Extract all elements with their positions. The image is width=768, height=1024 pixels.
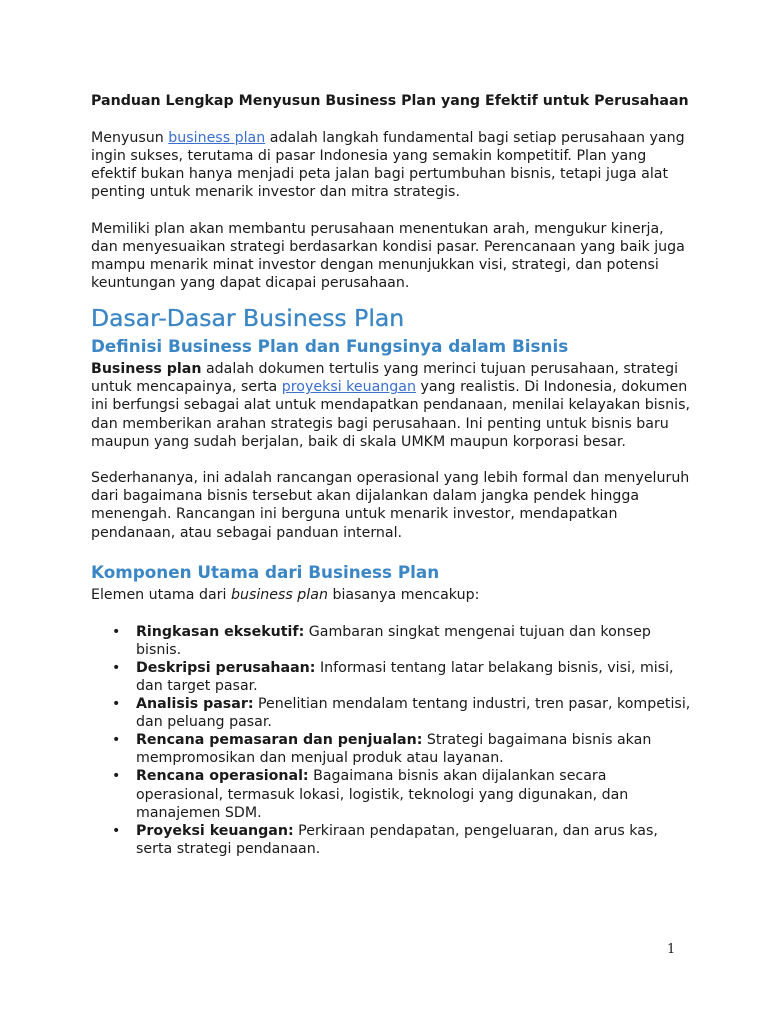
list-item-desc: Perkiraan pendapatan, pengeluaran, dan arus kas, serta strategi pendanaan. [136, 822, 658, 857]
definisi-text-post: yang realistis. Di Indonesia, dokumen ini berfungsi sebagai alat untuk mendapatkan pendanaan, menilai kelayakan bisnis, dan memberikan arahan strategis bagi perusahaan. Ini penting untuk bisnis baru maupun yang sudah berjalan, baik di skala UMKM maupun korporasi besar. [91, 379, 690, 450]
bullet-icon: • [112, 822, 121, 839]
bullet-icon: • [112, 623, 121, 640]
intro-text-post: adalah langkah fundamental bagi setiap perusahaan yang ingin sukses, terutama di pasar Indonesia yang semakin kompetitif. Plan yang efektif bukan hanya menjadi peta jalan bagi pertumbuhan bisnis, tetapi juga alat penting untuk menarik investor dan mitra strategis. [91, 130, 685, 201]
page-number: 1 [667, 942, 676, 957]
list-item-term: Proyeksi keuangan: [136, 822, 294, 839]
definisi-text-pre: adalah dokumen tertulis yang merinci tujuan perusahaan, strategi untuk mencapainya, serta [91, 361, 679, 396]
list-item-desc: Strategi bagaimana bisnis akan mempromosikan dan menjual produk atau layanan. [136, 732, 652, 767]
list-item-term: Analisis pasar: [136, 696, 254, 713]
document-page [91, 92, 691, 858]
business-plan-term: Business plan [91, 361, 202, 378]
komponen-list [91, 623, 691, 858]
bullet-icon: • [112, 696, 121, 713]
list-item-term: Rencana pemasaran dan penjualan: [136, 732, 423, 749]
definisi-paragraph-1 [91, 360, 691, 450]
intro-paragraph-2: Memiliki plan akan membantu perusahaan menentukan arah, mengukur kinerja, dan menyesuaikan strategi berdasarkan kondisi pasar. Perencanaan yang baik juga mampu menarik minat investor dengan menunjukkan visi, strategi, dan potensi keuntungan yang dapat dicapai perusahaan. [91, 220, 685, 292]
komponen-intro-italic: business plan [230, 586, 328, 603]
list-item [112, 659, 691, 695]
list-item-term: Ringkasan eksekutif: [136, 623, 305, 640]
bullet-icon: • [112, 768, 121, 785]
list-item-desc: Gambaran singkat mengenai tujuan dan konsep bisnis. [136, 623, 651, 658]
bullet-icon: • [112, 659, 121, 676]
list-item-desc: Informasi tentang latar belakang bisnis, visi, misi, dan target pasar. [136, 659, 674, 694]
list-item [112, 623, 691, 659]
komponen-intro-pre: Elemen utama dari [91, 586, 231, 603]
bullet-icon: • [112, 732, 121, 749]
document-title: Panduan Lengkap Menyusun Business Plan yang Efektif untuk Perusahaan [91, 93, 689, 109]
list-item [112, 822, 691, 858]
heading-definisi: Definisi Business Plan dan Fungsinya dalam Bisnis [91, 336, 569, 357]
proyeksi-keuangan-link[interactable]: proyeksi keuangan [281, 379, 416, 396]
komponen-intro [91, 586, 691, 604]
komponen-intro-post: biasanya mencakup: [327, 586, 480, 603]
list-item [112, 767, 691, 821]
list-item [112, 731, 691, 767]
intro-paragraph-1 [91, 129, 691, 201]
list-item-desc: Bagaimana bisnis akan dijalankan secara operasional, termasuk lokasi, logistik, teknologi yang digunakan, dan manajemen SDM. [136, 768, 629, 821]
list-item-term: Rencana operasional: [136, 768, 309, 785]
list-item [112, 695, 691, 731]
list-item-term: Deskripsi perusahaan: [136, 659, 316, 676]
list-item-desc: Penelitian mendalam tentang industri, tren pasar, kompetisi, dan peluang pasar. [136, 696, 691, 731]
business-plan-link[interactable]: business plan [168, 130, 266, 146]
heading-komponen: Komponen Utama dari Business Plan [91, 561, 440, 582]
intro-text-pre: Menyusun [91, 130, 169, 146]
heading-dasar-dasar: Dasar-Dasar Business Plan [91, 304, 405, 333]
definisi-paragraph-2: Sederhananya, ini adalah rancangan operasional yang lebih formal dan menyeluruh dari bagaimana bisnis tersebut akan dijalankan dalam jangka pendek hingga menengah. Rancangan ini berguna untuk menarik investor, mendapatkan pendanaan, atau sebagai panduan internal. [91, 470, 690, 541]
